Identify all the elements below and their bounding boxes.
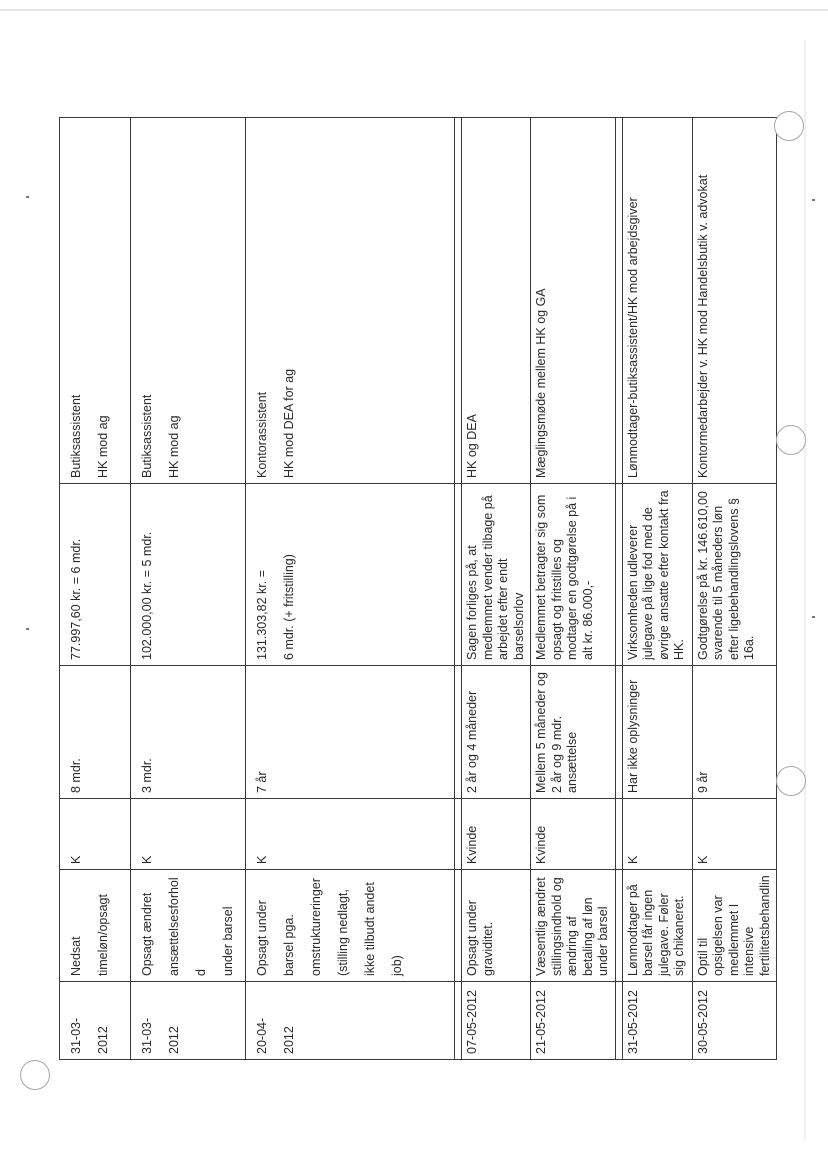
- gender-cell: K: [692, 799, 777, 870]
- date-cell: 31-03- 2012: [131, 982, 246, 1060]
- scan-mark: [812, 616, 815, 618]
- parties-cell: Lønmodtager-butiksassistent/HK mod arbejdsgiver: [622, 118, 692, 484]
- topic-cell: Optil til opsigelsen var medlemmet I intensive fertilitetsbehandlin: [692, 870, 777, 982]
- spacer-row: [615, 118, 622, 1060]
- gender-cell: K: [622, 799, 692, 870]
- topic-cell: Væsentlig ændret stillingsindhold og ændring af betaling af løn under barsel: [531, 870, 616, 982]
- scan-right-edge: [804, 40, 806, 1140]
- scan-top-edge: [0, 9, 828, 11]
- parties-cell: Butiksassistent HK mod ag: [131, 118, 246, 484]
- gender-cell: Kvinde: [462, 799, 531, 870]
- punch-hole-icon: [774, 111, 804, 141]
- duration-cell: Mellem 5 måneder og 2 år og 9 mdr. ansættelse: [531, 666, 616, 799]
- outcome-cell: 131.303,82 kr. = 6 mdr. (+ fritstilling): [246, 484, 455, 666]
- parties-cell: Kontorassistent HK mod DEA for ag: [246, 118, 455, 484]
- rotated-table-page: [59, 118, 771, 1060]
- outcome-cell: Sagen forliges på, at medlemmet vender tilbage på arbejdet efter endt barselsorlov: [462, 484, 531, 666]
- parties-cell: Mæglingsmøde mellem HK og GA: [531, 118, 616, 484]
- punch-hole-icon: [776, 425, 806, 455]
- table-row: [131, 118, 246, 1060]
- duration-cell: 3 mdr.: [131, 666, 246, 799]
- duration-cell: Har ikke oplysninger: [622, 666, 692, 799]
- topic-cell: Opsagt ændret ansættelsesforhold under barsel: [131, 870, 246, 982]
- topic-cell: Opsagt under barsel pga. omstruktureringer (stilling nedlagt, ikke tilbudt andet job): [246, 870, 455, 982]
- scan-mark: [26, 628, 29, 630]
- topic-cell: Lønmodtager på barsel får ingen julegave. Føler sig chikaneret.: [622, 870, 692, 982]
- date-cell: 31-05-2012: [622, 982, 692, 1060]
- outcome-cell: Virksomheden udleverer julegave på lige fod med de øvrige ansatte efter kontakt fra HK.: [622, 484, 692, 666]
- parties-cell: Kontormedarbejder v. HK mod Handelsbutik v. advokat: [692, 118, 777, 484]
- scan-mark: [812, 199, 815, 201]
- table-row: [60, 118, 131, 1060]
- scan-mark: [26, 196, 29, 198]
- date-cell: 31-03- 2012: [60, 982, 131, 1060]
- duration-cell: 9 år: [692, 666, 777, 799]
- parties-cell: HK og DEA: [462, 118, 531, 484]
- table-row: [692, 118, 777, 1060]
- date-cell: 20-04- 2012: [246, 982, 455, 1060]
- gender-cell: K: [246, 799, 455, 870]
- table-row: [462, 118, 531, 1060]
- table-row: [622, 118, 692, 1060]
- gender-cell: K: [131, 799, 246, 870]
- punch-hole-icon: [776, 766, 806, 796]
- date-cell: 21-05-2012: [531, 982, 616, 1060]
- spacer-row: [455, 118, 462, 1060]
- gender-cell: Kvinde: [531, 799, 616, 870]
- outcome-cell: 102.000,00 kr. = 5 mdr.: [131, 484, 246, 666]
- outcome-cell: Godtgørelse på kr. 146.610,00 svarende til 5 måneders løn efter ligebehandlingslovens § 16a.: [692, 484, 777, 666]
- outcome-cell: Medlemmet betragter sig som opsagt og fritstilles og modtager en godtgørelse på i alt kr. 86.000,-: [531, 484, 616, 666]
- topic-cell: Opsagt under graviditet.: [462, 870, 531, 982]
- outcome-cell: 77.997,60 kr. = 6 mdr.: [60, 484, 131, 666]
- table-row: [531, 118, 616, 1060]
- punch-hole-icon: [20, 1060, 50, 1090]
- parties-cell: Butiksassistent HK mod ag: [60, 118, 131, 484]
- gender-cell: K: [60, 799, 131, 870]
- case-table: [59, 117, 777, 1060]
- duration-cell: 7 år: [246, 666, 455, 799]
- date-cell: 07-05-2012: [462, 982, 531, 1060]
- duration-cell: 2 år og 4 måneder: [462, 666, 531, 799]
- topic-cell: Nedsat timeløn/opsagt: [60, 870, 131, 982]
- date-cell: 30-05-2012: [692, 982, 777, 1060]
- table-row: [246, 118, 455, 1060]
- duration-cell: 8 mdr.: [60, 666, 131, 799]
